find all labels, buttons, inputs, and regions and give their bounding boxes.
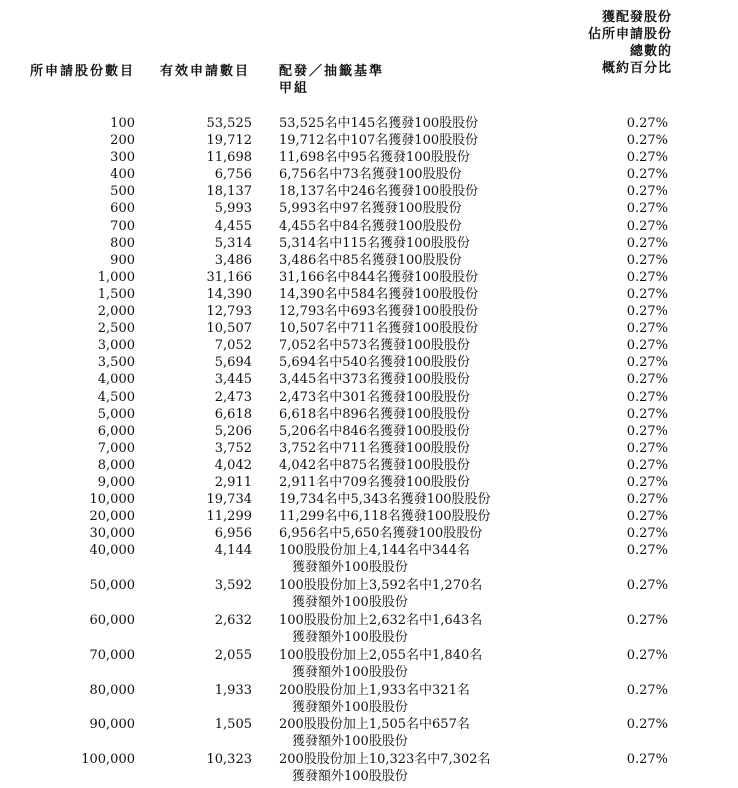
table-row: [0, 457, 738, 474]
cell-approx-percentage: 0.27%: [626, 492, 668, 508]
cell-valid-applications: 6,756: [214, 167, 252, 183]
cell-allotment-basis: [279, 269, 478, 286]
table-row: [0, 166, 738, 183]
cell-allotment-basis: [279, 354, 470, 371]
cell-approx-percentage: 0.27%: [626, 355, 668, 371]
cell-valid-applications: 3,445: [214, 372, 252, 388]
basis-line: 5,694名中540名獲發100股股份: [279, 355, 470, 371]
cell-allotment-basis: [279, 525, 482, 542]
cell-allotment-basis: [279, 115, 478, 132]
table-row: [0, 269, 738, 286]
cell-allotment-basis: [279, 303, 478, 320]
cell-applied-shares: 8,000: [97, 457, 135, 473]
cell-allotment-basis: [279, 286, 478, 303]
basis-line: 18,137名中246名獲發100股股份: [279, 184, 479, 200]
basis-line: 獲發額外100股股份: [292, 734, 408, 750]
basis-line: 獲發額外100股股份: [292, 595, 408, 611]
cell-approx-percentage: 0.27%: [626, 440, 668, 456]
basis-line: 6,618名中896名獲發100股股份: [279, 406, 470, 422]
cell-allotment-basis: [279, 577, 482, 611]
basis-line: 獲發額外100股股份: [292, 769, 408, 785]
basis-line: 6,756名中73名獲發100股股份: [279, 167, 462, 183]
table-row: [0, 612, 738, 647]
cell-allotment-basis: [279, 320, 478, 337]
cell-valid-applications: 5,314: [214, 235, 252, 251]
header-allotment-basis: [279, 63, 384, 97]
header-valid-applications: 有效申請數目: [160, 64, 251, 79]
cell-allotment-basis: [279, 647, 482, 681]
basis-line: 5,206名中846名獲發100股股份: [279, 423, 470, 439]
cell-approx-percentage: 0.27%: [626, 150, 668, 166]
basis-line: 100股股份加上3,592名中1,270名: [279, 578, 483, 594]
cell-approx-percentage: 0.27%: [626, 218, 668, 234]
cell-approx-percentage: 0.27%: [626, 235, 668, 251]
basis-line: 獲發額外100股股份: [292, 560, 408, 576]
table-row: [0, 115, 738, 132]
header-pct-line: 概約百分比: [601, 61, 672, 76]
cell-applied-shares: 700: [110, 218, 135, 234]
cell-applied-shares: 400: [110, 167, 135, 183]
cell-valid-applications: 18,137: [206, 184, 252, 200]
cell-approx-percentage: 0.27%: [626, 578, 668, 594]
cell-applied-shares: 80,000: [89, 682, 135, 698]
basis-line: 200股股份加上1,505名中657名: [279, 717, 470, 733]
cell-approx-percentage: 0.27%: [626, 304, 668, 320]
cell-valid-applications: 11,299: [206, 509, 252, 525]
basis-line: 6,956名中5,650名獲發100股股份: [279, 526, 483, 542]
table-row: [0, 252, 738, 269]
cell-allotment-basis: [279, 200, 462, 217]
header-basis-line: 配發／抽籤基準: [279, 64, 385, 79]
cell-allotment-basis: [279, 132, 478, 149]
cell-applied-shares: 1,000: [97, 269, 135, 285]
table-row: [0, 337, 738, 354]
cell-valid-applications: 10,323: [206, 752, 252, 768]
cell-valid-applications: 3,592: [214, 578, 252, 594]
basis-line: 200股股份加上1,933名中321名: [279, 682, 470, 698]
table-row: [0, 440, 738, 457]
cell-applied-shares: 100: [110, 116, 135, 131]
cell-applied-shares: 2,500: [97, 321, 135, 337]
table-row: [0, 647, 738, 682]
cell-applied-shares: 5,000: [97, 406, 135, 422]
table-row: [0, 542, 738, 577]
table-row: [0, 149, 738, 166]
table-row: [0, 508, 738, 525]
cell-approx-percentage: 0.27%: [626, 389, 668, 405]
basis-line: 獲發額外100股股份: [292, 699, 408, 715]
cell-valid-applications: 2,055: [214, 647, 252, 663]
table-row: [0, 183, 738, 200]
cell-applied-shares: 40,000: [89, 543, 135, 559]
cell-applied-shares: 3,500: [97, 355, 135, 371]
cell-applied-shares: 300: [110, 150, 135, 166]
cell-allotment-basis: [279, 389, 470, 406]
basis-line: 11,698名中95名獲發100股股份: [279, 150, 470, 166]
cell-approx-percentage: 0.27%: [626, 252, 668, 268]
basis-line: 19,734名中5,343名獲發100股股份: [279, 492, 491, 508]
cell-approx-percentage: 0.27%: [626, 184, 668, 200]
cell-approx-percentage: 0.27%: [626, 423, 668, 439]
cell-approx-percentage: 0.27%: [626, 526, 668, 542]
cell-allotment-basis: [279, 406, 470, 423]
cell-applied-shares: 30,000: [89, 526, 135, 542]
cell-valid-applications: 7,052: [214, 338, 252, 354]
cell-applied-shares: 200: [110, 133, 135, 149]
table-row: [0, 525, 738, 542]
cell-allotment-basis: [279, 235, 470, 252]
header-pct-line: 佔所申請股份: [587, 27, 672, 42]
basis-line: 100股股份加上2,055名中1,840名: [279, 647, 483, 663]
cell-valid-applications: 5,206: [214, 423, 252, 439]
cell-valid-applications: 2,473: [214, 389, 252, 405]
cell-allotment-basis: [279, 474, 470, 491]
basis-line: 2,911名中709名獲發100股股份: [279, 474, 470, 490]
cell-valid-applications: 14,390: [206, 286, 252, 302]
cell-valid-applications: 5,694: [214, 355, 252, 371]
cell-applied-shares: 20,000: [89, 509, 135, 525]
cell-applied-shares: 2,000: [97, 304, 135, 320]
basis-line: 3,445名中373名獲發100股股份: [279, 372, 470, 388]
cell-approx-percentage: 0.27%: [626, 116, 668, 131]
cell-allotment-basis: [279, 337, 470, 354]
cell-valid-applications: 1,505: [214, 717, 252, 733]
cell-allotment-basis: [279, 508, 491, 525]
cell-applied-shares: 800: [110, 235, 135, 251]
table-row: [0, 371, 738, 388]
cell-approx-percentage: 0.27%: [626, 167, 668, 183]
cell-approx-percentage: 0.27%: [626, 682, 668, 698]
cell-approx-percentage: 0.27%: [626, 338, 668, 354]
basis-line: 11,299名中6,118名獲發100股股份: [279, 509, 491, 525]
cell-approx-percentage: 0.27%: [626, 457, 668, 473]
header-basis-group: 甲組: [279, 81, 310, 96]
cell-applied-shares: 60,000: [89, 612, 135, 628]
cell-valid-applications: 31,166: [206, 269, 252, 285]
cell-valid-applications: 1,933: [214, 682, 252, 698]
header-pct-line: 獲配發股份: [601, 10, 672, 25]
cell-applied-shares: 600: [110, 201, 135, 217]
cell-applied-shares: 7,000: [97, 440, 135, 456]
cell-valid-applications: 53,525: [206, 116, 252, 131]
basis-line: 31,166名中844名獲發100股股份: [279, 269, 479, 285]
table-row: [0, 423, 738, 440]
basis-line: 7,052名中573名獲發100股股份: [279, 338, 470, 354]
cell-approx-percentage: 0.27%: [626, 133, 668, 149]
cell-approx-percentage: 0.27%: [626, 509, 668, 525]
table-row: [0, 200, 738, 217]
cell-valid-applications: 6,618: [214, 406, 252, 422]
cell-applied-shares: 10,000: [89, 492, 135, 508]
cell-allotment-basis: [279, 149, 470, 166]
basis-line: 4,455名中84名獲發100股股份: [279, 218, 462, 234]
cell-allotment-basis: [279, 751, 491, 785]
basis-line: 200股股份加上10,323名中7,302名: [279, 752, 491, 768]
basis-line: 19,712名中107名獲發100股股份: [279, 133, 479, 149]
basis-line: 100股股份加上4,144名中344名: [279, 543, 470, 559]
cell-allotment-basis: [279, 542, 470, 576]
cell-applied-shares: 100,000: [81, 752, 135, 768]
cell-applied-shares: 1,500: [97, 286, 135, 302]
table-row: [0, 218, 738, 235]
cell-approx-percentage: 0.27%: [626, 321, 668, 337]
cell-valid-applications: 4,042: [214, 457, 252, 473]
cell-allotment-basis: [279, 491, 491, 508]
basis-line: 12,793名中693名獲發100股股份: [279, 304, 479, 320]
cell-allotment-basis: [279, 252, 462, 269]
header-pct-line: 總數的: [629, 44, 672, 59]
table-row: [0, 716, 738, 751]
cell-approx-percentage: 0.27%: [626, 269, 668, 285]
cell-applied-shares: 500: [110, 184, 135, 200]
cell-approx-percentage: 0.27%: [626, 372, 668, 388]
cell-allotment-basis: [279, 371, 470, 388]
basis-line: 4,042名中875名獲發100股股份: [279, 457, 470, 473]
basis-line: 100股股份加上2,632名中1,643名: [279, 612, 483, 628]
cell-approx-percentage: 0.27%: [626, 474, 668, 490]
basis-line: 2,473名中301名獲發100股股份: [279, 389, 470, 405]
table-row: [0, 235, 738, 252]
cell-allotment-basis: [279, 440, 470, 457]
basis-line: 獲發額外100股股份: [292, 629, 408, 645]
cell-allotment-basis: [279, 612, 482, 646]
table-row: [0, 286, 738, 303]
table-row: [0, 389, 738, 406]
cell-approx-percentage: 0.27%: [626, 543, 668, 559]
cell-applied-shares: 3,000: [97, 338, 135, 354]
cell-valid-applications: 3,752: [214, 440, 252, 456]
cell-applied-shares: 90,000: [89, 717, 135, 733]
cell-valid-applications: 5,993: [214, 201, 252, 217]
cell-approx-percentage: 0.27%: [626, 612, 668, 628]
basis-line: 3,752名中711名獲發100股股份: [279, 440, 470, 456]
cell-approx-percentage: 0.27%: [626, 717, 668, 733]
basis-line: 10,507名中711名獲發100股股份: [279, 321, 479, 337]
cell-allotment-basis: [279, 183, 478, 200]
cell-applied-shares: 70,000: [89, 647, 135, 663]
basis-line: 5,993名中97名獲發100股股份: [279, 201, 462, 217]
cell-valid-applications: 19,734: [206, 492, 252, 508]
cell-approx-percentage: 0.27%: [626, 406, 668, 422]
cell-valid-applications: 2,632: [214, 612, 252, 628]
cell-allotment-basis: [279, 716, 470, 750]
basis-line: 53,525名中145名獲發100股股份: [279, 116, 479, 131]
cell-allotment-basis: [279, 682, 470, 716]
table-row: [0, 751, 738, 786]
allotment-table-body: [0, 115, 738, 786]
cell-valid-applications: 4,455: [214, 218, 252, 234]
cell-allotment-basis: [279, 166, 462, 183]
cell-valid-applications: 11,698: [206, 150, 252, 166]
cell-valid-applications: 10,507: [206, 321, 252, 337]
cell-applied-shares: 50,000: [89, 578, 135, 594]
cell-approx-percentage: 0.27%: [626, 647, 668, 663]
cell-applied-shares: 900: [110, 252, 135, 268]
cell-valid-applications: 12,793: [206, 304, 252, 320]
header-approx-percentage: [560, 9, 672, 77]
cell-applied-shares: 6,000: [97, 423, 135, 439]
cell-allotment-basis: [279, 423, 470, 440]
table-row: [0, 132, 738, 149]
cell-valid-applications: 19,712: [206, 133, 252, 149]
cell-valid-applications: 4,144: [214, 543, 252, 559]
cell-applied-shares: 4,000: [97, 372, 135, 388]
basis-line: 3,486名中85名獲發100股股份: [279, 252, 462, 268]
cell-valid-applications: 2,911: [214, 474, 252, 490]
table-row: [0, 682, 738, 717]
cell-allotment-basis: [279, 457, 470, 474]
cell-valid-applications: 6,956: [214, 526, 252, 542]
cell-approx-percentage: 0.27%: [626, 286, 668, 302]
basis-line: 14,390名中584名獲發100股股份: [279, 286, 479, 302]
table-row: [0, 406, 738, 423]
cell-approx-percentage: 0.27%: [626, 201, 668, 217]
table-row: [0, 320, 738, 337]
cell-applied-shares: 9,000: [97, 474, 135, 490]
table-row: [0, 303, 738, 320]
basis-line: 獲發額外100股股份: [292, 664, 408, 680]
cell-allotment-basis: [279, 218, 462, 235]
cell-valid-applications: 3,486: [214, 252, 252, 268]
header-applied-shares: 所申請股份數目: [30, 64, 136, 79]
table-row: [0, 491, 738, 508]
table-row: [0, 354, 738, 371]
basis-line: 5,314名中115名獲發100股股份: [279, 235, 470, 251]
cell-approx-percentage: 0.27%: [626, 752, 668, 768]
table-row: [0, 577, 738, 612]
table-row: [0, 474, 738, 491]
cell-applied-shares: 4,500: [97, 389, 135, 405]
